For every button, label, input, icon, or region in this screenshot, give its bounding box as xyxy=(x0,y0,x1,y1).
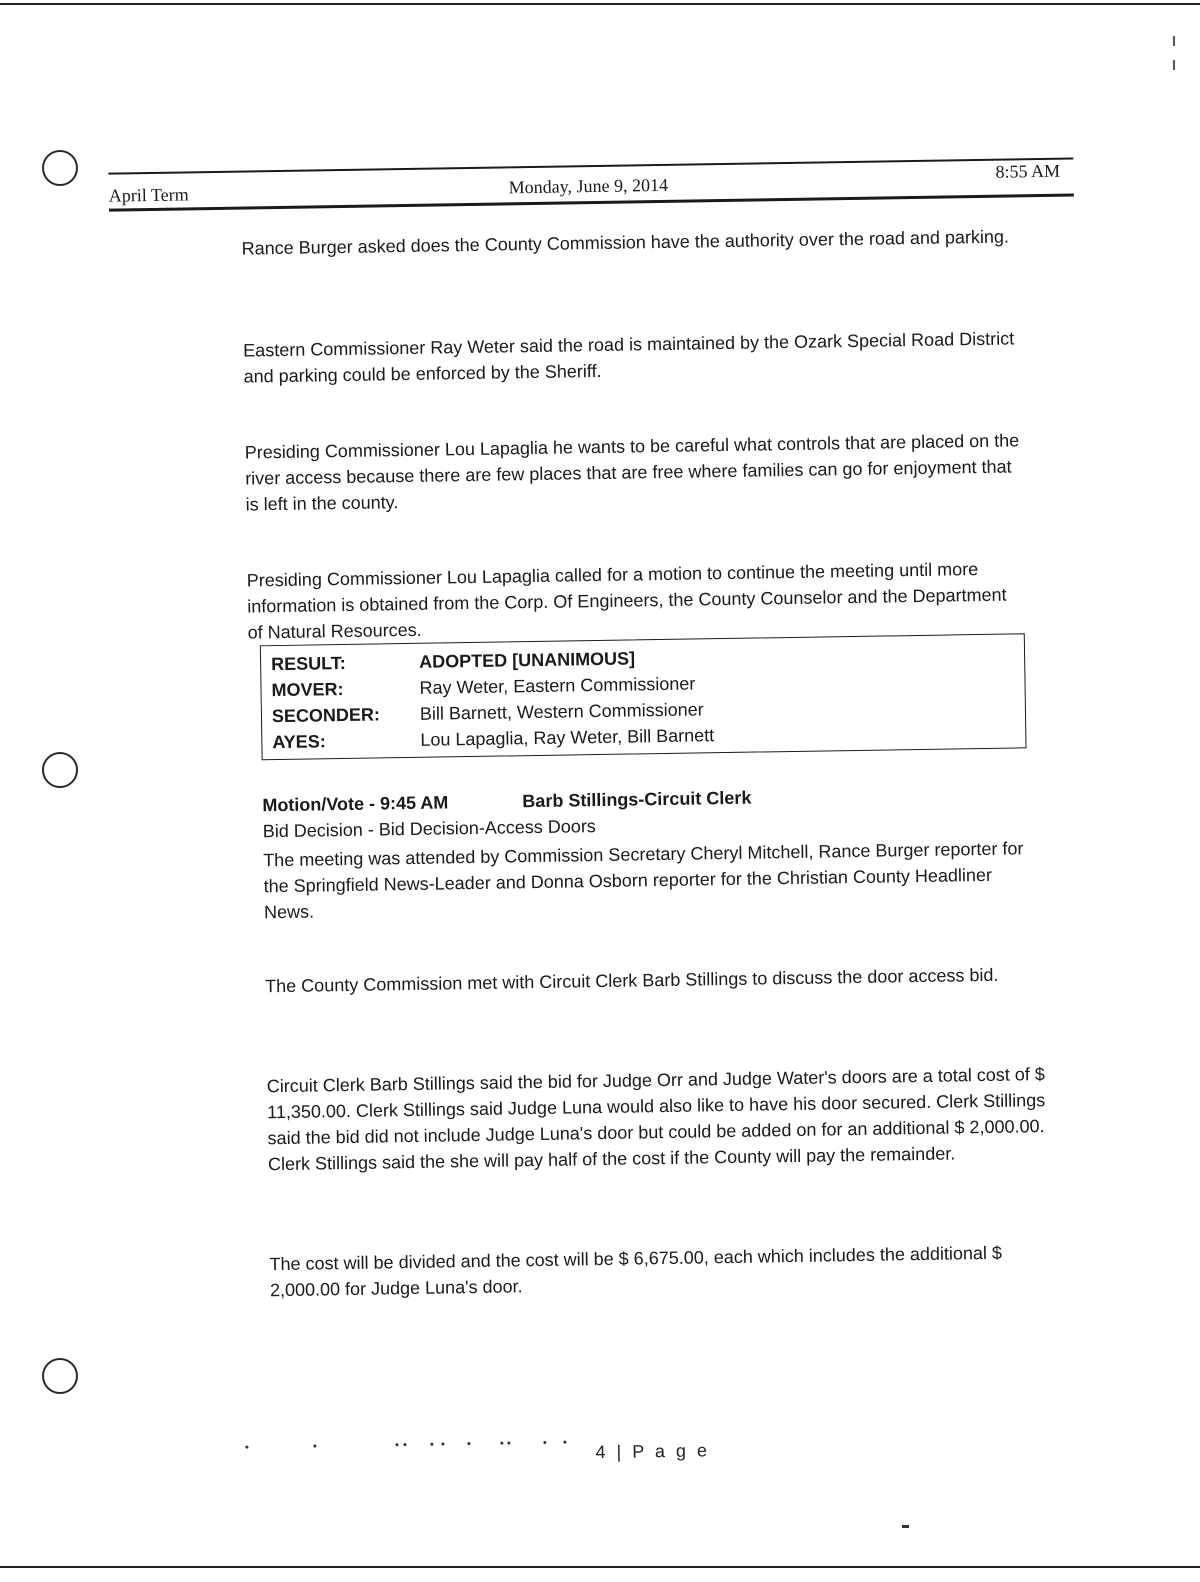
scan-specks xyxy=(245,1436,585,1451)
vote-mover-label: MOVER: xyxy=(271,679,344,701)
bid-decision-line: Bid Decision - Bid Decision-Access Doors xyxy=(262,816,597,842)
vote-seconder-value: Bill Barnett, Western Commissioner xyxy=(419,699,704,724)
vote-result-label: RESULT: xyxy=(270,652,346,675)
header-time: 8:55 AM xyxy=(995,160,1061,182)
paragraph-door-access-meeting: The County Commission met with Circuit Clerk Barb Stillings to discuss the door access bid. xyxy=(265,964,999,997)
vote-ayes-value: Lou Lapaglia, Ray Weter, Bill Barnett xyxy=(420,725,715,750)
vote-mover-value: Ray Weter, Eastern Commissioner xyxy=(419,673,696,698)
motion-heading xyxy=(262,783,1042,816)
scan-stray-mark xyxy=(902,1525,909,1528)
header-rule-top xyxy=(108,157,1073,174)
vote-result-box xyxy=(260,633,1027,760)
paragraph-motion-call: Presiding Commissioner Lou Lapaglia called for a motion to continue the meeting until more information is obtained from the Corp. Of Engineers, the County Counselor and the Department of Natural Resources. xyxy=(246,559,1007,643)
header-term: April Term xyxy=(108,184,189,206)
header-date: Monday, June 9, 2014 xyxy=(508,174,669,198)
paragraph-attendance: The meeting was attended by Commission Secretary Cheryl Mitchell, Rance Burger reporter for the Springfield News-Leader and Donna Osborn reporter for the Christian County Headliner News. xyxy=(263,838,1024,923)
paragraph-lapaglia-comment: Presiding Commissioner Lou Lapaglia he wants to be careful what controls that are placed on the river access because there are few places that are free where families can go for enjoyment that is left in the county. xyxy=(244,430,1020,515)
vote-result-value: ADOPTED [UNANIMOUS] xyxy=(418,648,636,672)
vote-seconder-label: SECONDER: xyxy=(271,704,381,727)
paragraph-cost-division: The cost will be divided and the cost will be $ 6,675.00, each which includes the additional $ 2,000.00 for Judge Luna's door. xyxy=(269,1242,1003,1301)
vote-ayes-label: AYES: xyxy=(272,731,326,753)
paragraph-bid-cost: Circuit Clerk Barb Stillings said the bid for Judge Orr and Judge Water's doors are a total cost of $ 11,350.00. Clerk Stillings said Judge Luna would also like to have his door secured. Clerk Stillings said the bid did not include Judge Luna's door but could be added on for an additional $ 2,000.00. Clerk Stillings said the she will pay half of the cost if the County will pay the remainder. xyxy=(266,1064,1046,1175)
motion-title: Motion/Vote - 9:45 AM xyxy=(262,792,449,816)
paragraph-burger-question: Rance Burger asked does the County Commission have the authority over the road and parking. xyxy=(241,226,1010,259)
paragraph-weter-response: Eastern Commissioner Ray Weter said the road is maintained by the Ozark Special Road District and parking could be enforced by the Sheriff. xyxy=(243,328,1015,387)
page-number: 4 | P a g e xyxy=(595,1440,711,1463)
motion-subject: Barb Stillings-Circuit Clerk xyxy=(522,787,752,812)
